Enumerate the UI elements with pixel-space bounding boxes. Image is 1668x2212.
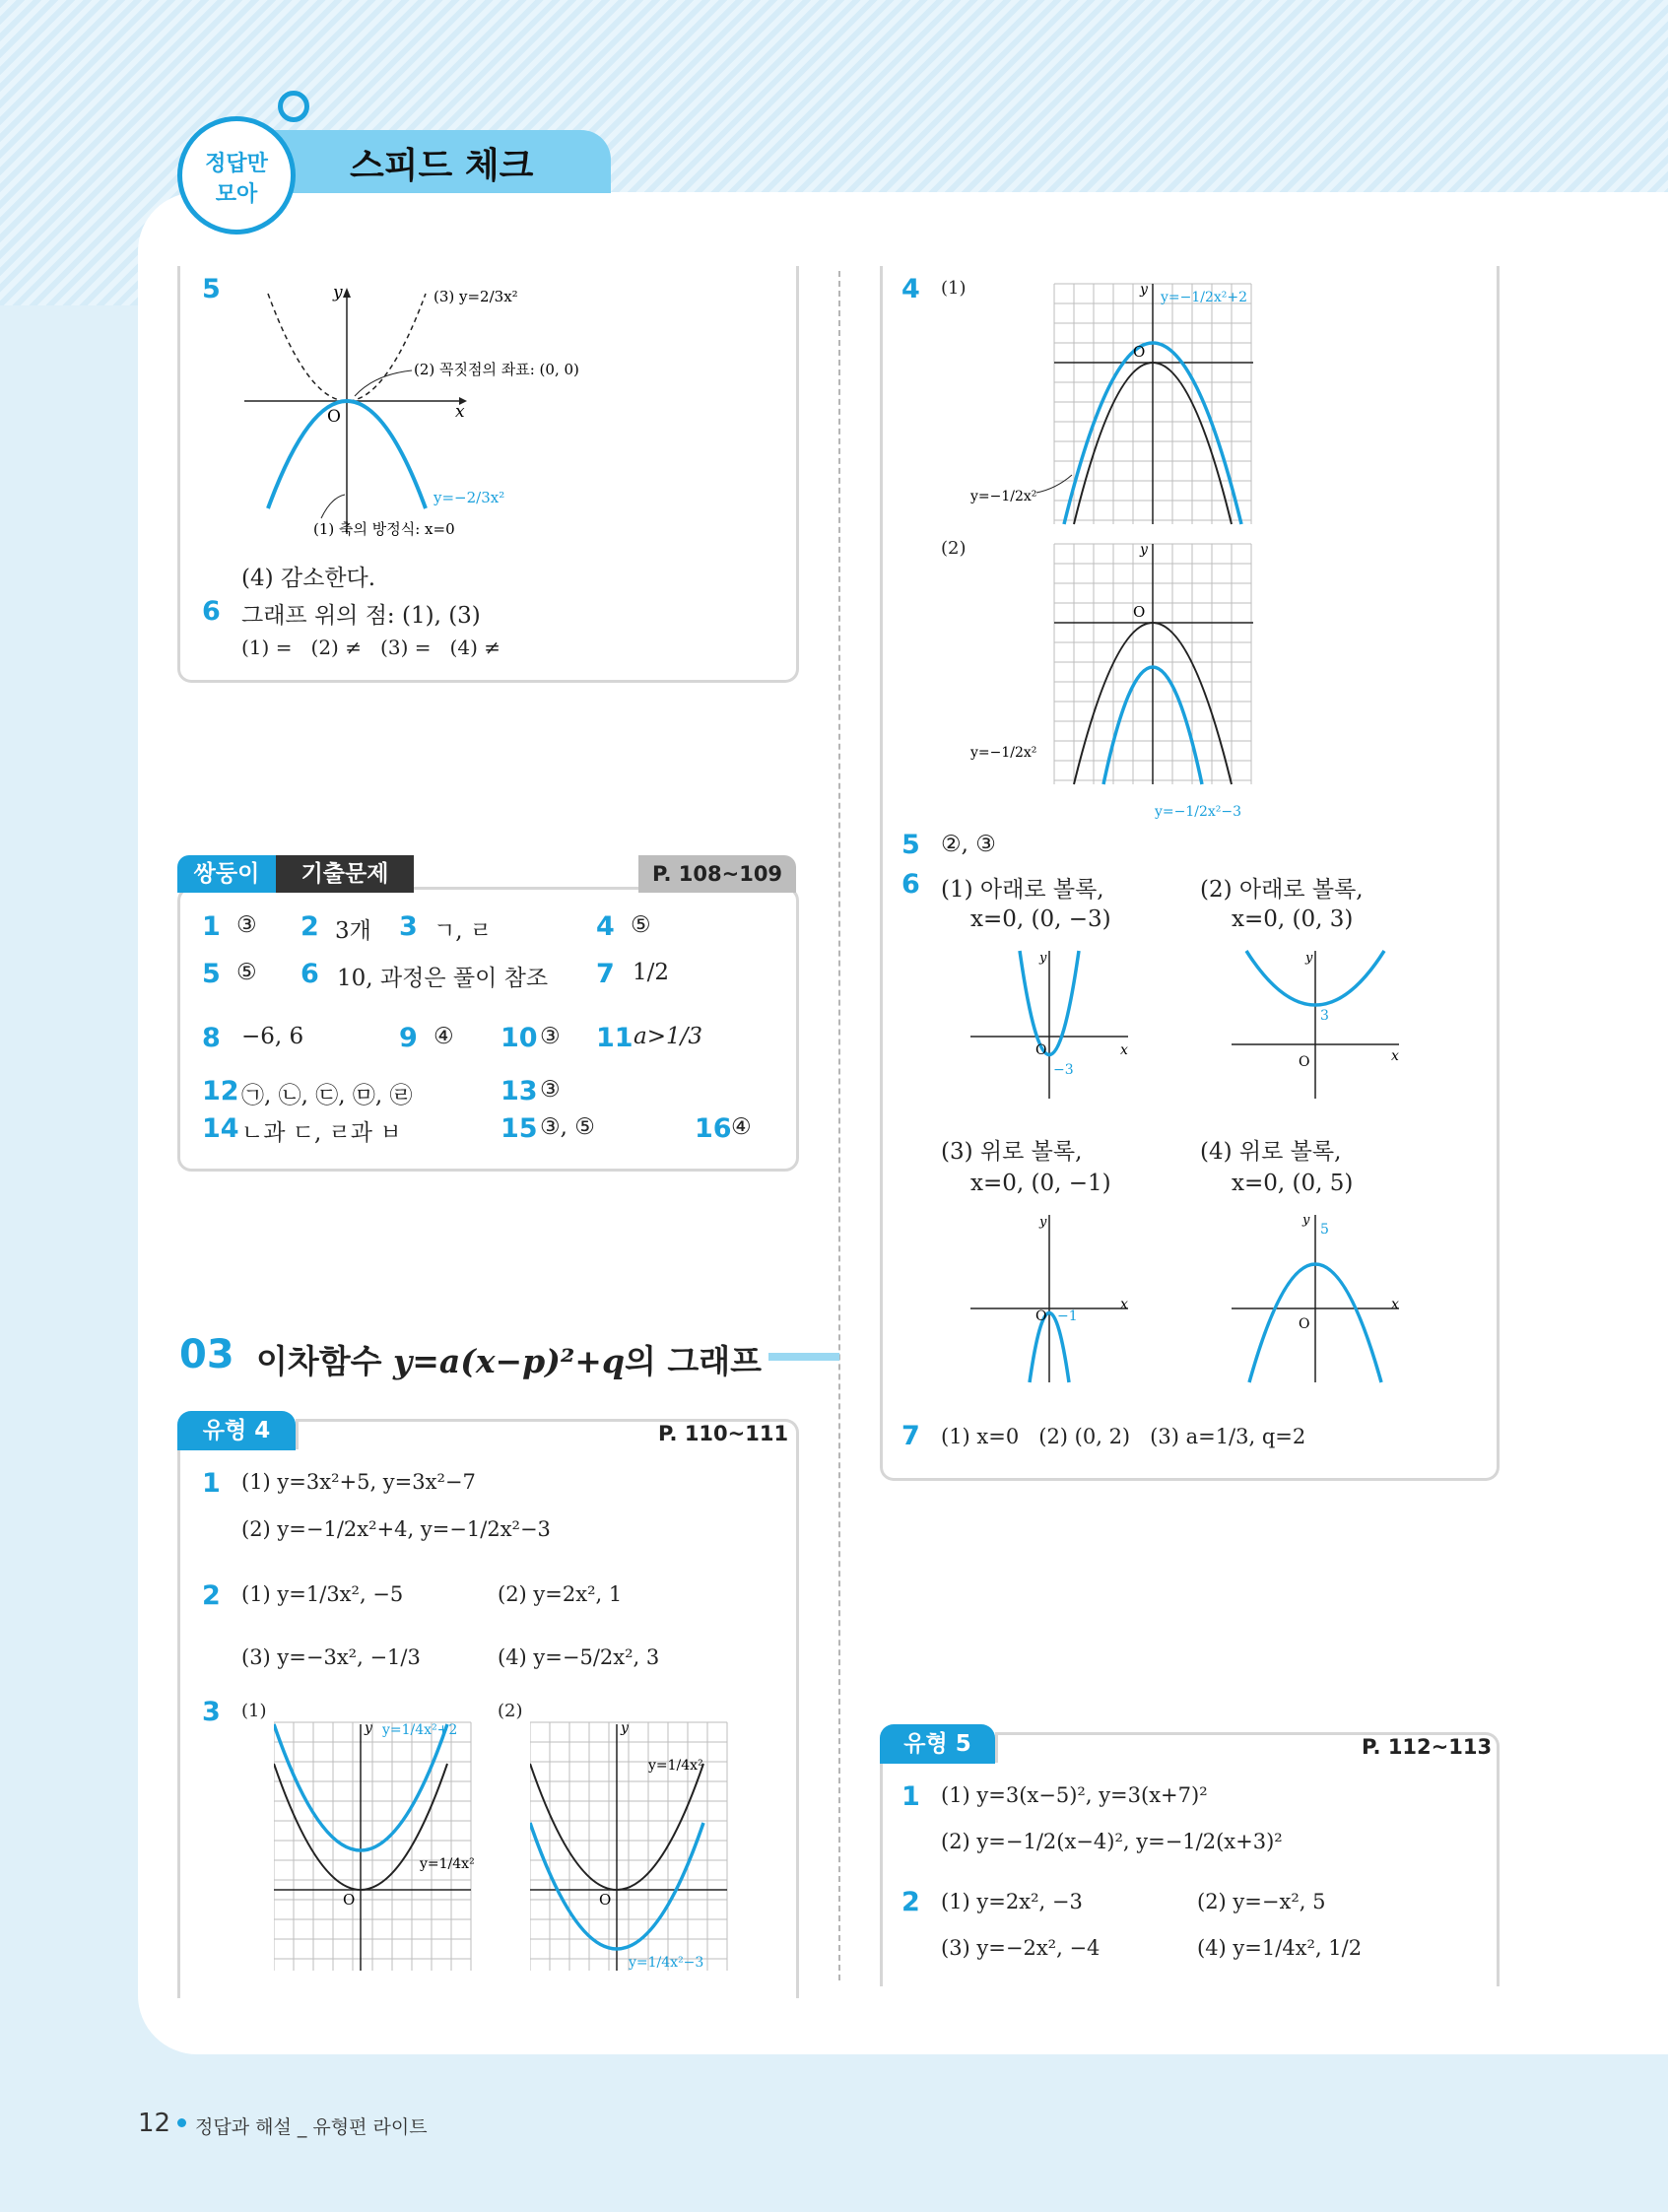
gq64-o: O (1299, 1316, 1310, 1332)
twin-n5: 5 (202, 959, 221, 989)
twin-n12: 12 (202, 1076, 239, 1106)
type5-q2-a4: (4) y=1/4x², 1/2 (1197, 1936, 1363, 1960)
twin-a14: ㄴ과 ㄷ, ㄹ과 ㅂ (241, 1120, 402, 1146)
twin-a5: ⑤ (236, 960, 257, 985)
graph-q4-1 (966, 278, 1281, 526)
g42-black-label: y=1/4x² (648, 1758, 703, 1774)
graph-type4-1 (274, 1712, 481, 1978)
q5-number: 5 (202, 274, 221, 304)
graph-q6-1 (970, 946, 1138, 1104)
twin-n2: 2 (300, 911, 319, 942)
r-q6-a4-l1: (4) 위로 볼록, (1200, 1139, 1342, 1165)
twin-tab-dark: 기출문제 (276, 855, 414, 893)
gq42-o: O (1133, 603, 1146, 621)
gq64-x: x (1391, 1297, 1399, 1312)
type5-pages: P. 112~113 (1362, 1735, 1493, 1759)
twin-n14: 14 (202, 1113, 239, 1144)
graph-q5 (236, 276, 591, 542)
twin-n9: 9 (399, 1023, 418, 1053)
twin-n3: 3 (399, 911, 418, 942)
r-q6-a3-l2: x=0, (0, −1) (970, 1171, 1111, 1196)
type4-q3-p2: (2) (498, 1701, 523, 1721)
gq62-x: x (1391, 1048, 1399, 1064)
badge (177, 116, 296, 235)
gq61-o: O (1035, 1042, 1047, 1058)
r-q6-a1-l1: (1) 아래로 볼록, (941, 877, 1104, 903)
r-q7-number: 7 (901, 1421, 920, 1451)
gq42-y: y (1140, 542, 1148, 558)
twin-a8: −6, 6 (241, 1024, 304, 1049)
graph-q5-x-label: x (455, 402, 465, 422)
section-number (179, 1332, 234, 1377)
graph-q5-dashed-label: (3) y=2/3x² (434, 288, 518, 305)
section-number-text: 03 (179, 1332, 234, 1377)
r-q6-number: 6 (901, 869, 920, 900)
q6-sub: (1) = (2) ≠ (3) = (4) ≠ (241, 636, 500, 659)
g42-blue-label: y=1/4x²−3 (629, 1955, 704, 1971)
graph-q5-y-label: y (333, 283, 343, 302)
gq64-vertex: 5 (1320, 1222, 1329, 1238)
gq62-o: O (1299, 1054, 1310, 1070)
type5-q2-a2: (2) y=−x², 5 (1197, 1890, 1326, 1913)
r-q6-a1-l2: x=0, (0, −3) (970, 906, 1111, 932)
type4-q2-number: 2 (202, 1580, 221, 1611)
footer-text: 정답과 해설 _ 유형편 라이트 (195, 2116, 428, 2138)
g41-blue-label: y=1/4x²+2 (382, 1722, 458, 1738)
type4-q3-number: 3 (202, 1697, 221, 1727)
twin-a13: ③ (540, 1077, 561, 1103)
gq62-vertex: 3 (1320, 1008, 1329, 1024)
g41-y: y (365, 1720, 372, 1736)
twin-n4: 4 (596, 911, 615, 942)
twin-a6: 10, 과정은 풀이 참조 (337, 966, 549, 991)
gq63-o: O (1035, 1308, 1047, 1324)
type5-q1-line2: (2) y=−1/2(x−4)², y=−1/2(x+3)² (941, 1830, 1283, 1853)
twin-n10: 10 (500, 1023, 538, 1053)
gq41-black-label: y=−1/2x² (970, 489, 1037, 504)
footer-dot (177, 2118, 186, 2127)
twin-n7: 7 (596, 959, 615, 989)
r-q4-p2: (2) (941, 538, 967, 559)
section-title-tail: 의 그래프 (625, 1342, 763, 1380)
twin-n13: 13 (500, 1076, 538, 1106)
graph-q6-3 (970, 1210, 1138, 1387)
twin-a16: ④ (731, 1114, 752, 1140)
section-title-formula: y=a(x−p)²+q (393, 1342, 626, 1380)
type4-pages: P. 110~111 (658, 1422, 789, 1445)
r-q5-number: 5 (901, 830, 920, 860)
gq61-vertex: −3 (1053, 1062, 1074, 1078)
gq61-y: y (1039, 951, 1047, 966)
twin-a12: ㉠, ㉡, ㉢, ㉤, ㉣ (241, 1083, 413, 1108)
type4-q1-line2: (2) y=−1/2x²+4, y=−1/2x²−3 (241, 1517, 551, 1541)
twin-pages: P. 108~109 (638, 855, 796, 893)
twin-a9: ④ (434, 1024, 454, 1049)
type5-q1-number: 1 (901, 1781, 920, 1812)
gq63-vertex: −1 (1057, 1308, 1078, 1324)
type5-q2-a1: (1) y=2x², −3 (941, 1890, 1083, 1913)
graph-q6-4 (1232, 1210, 1409, 1387)
gq62-y: y (1305, 951, 1313, 966)
graph-q5-origin: O (327, 407, 341, 427)
type5-tab: 유형 5 (880, 1724, 995, 1764)
twin-tab-blue: 쌍둥이 (177, 855, 276, 893)
graph-q5-vertex-label: (2) 꼭짓점의 좌표: (0, 0) (414, 361, 579, 378)
twin-a4: ⑤ (631, 912, 651, 938)
type4-q1-number: 1 (202, 1468, 221, 1499)
type4-q1-line1: (1) y=3x²+5, y=3x²−7 (241, 1470, 476, 1494)
g41-o: O (343, 1891, 356, 1909)
column-divider (838, 271, 840, 1980)
graph-q5-axis-label: (1) 축의 방정식: x=0 (313, 520, 455, 538)
q5-item4: (4) 감소한다. (241, 566, 376, 591)
twin-a15: ③, ⑤ (540, 1114, 595, 1140)
gq41-blue-label: y=−1/2x²+2 (1161, 290, 1248, 305)
type5-q2-a3: (3) y=−2x², −4 (941, 1936, 1101, 1960)
swirl-icon (278, 91, 309, 122)
gq42-blue-label: y=−1/2x²−3 (1155, 804, 1242, 820)
g41-black-label: y=1/4x² (420, 1856, 475, 1872)
type4-q2-a3: (3) y=−3x², −1/3 (241, 1645, 421, 1669)
twin-n15: 15 (500, 1113, 538, 1144)
section-title-text: 이차함수 (256, 1342, 394, 1380)
r-q6-a3-l1: (3) 위로 볼록, (941, 1139, 1083, 1165)
graph-q4-2 (966, 538, 1281, 824)
graph-q5-blue-label: y=−2/3x² (434, 489, 505, 506)
gq63-y: y (1039, 1215, 1047, 1230)
twin-a1: ③ (236, 912, 257, 938)
type5-q2-number: 2 (901, 1887, 920, 1917)
type4-q2-a4: (4) y=−5/2x², 3 (498, 1645, 660, 1669)
gq41-o: O (1133, 343, 1146, 361)
q6-main: 그래프 위의 점: (1), (3) (241, 603, 481, 629)
twin-a2: 3개 (335, 918, 371, 944)
gq61-x: x (1120, 1042, 1128, 1058)
badge-line1: 정답만 (205, 152, 268, 176)
twin-a7: 1/2 (633, 960, 670, 985)
section-title (256, 1336, 762, 1382)
twin-n16: 16 (695, 1113, 732, 1144)
page-title: 스피드 체크 (350, 146, 534, 186)
type5-q1-line1: (1) y=3(x−5)², y=3(x+7)² (941, 1783, 1208, 1807)
r-q7-answer: (1) x=0 (2) (0, 2) (3) a=1/3, q=2 (941, 1425, 1306, 1448)
gq42-black-label: y=−1/2x² (970, 745, 1037, 761)
type4-tab: 유형 4 (177, 1411, 296, 1450)
twin-n6: 6 (300, 959, 319, 989)
gq41-y: y (1140, 282, 1148, 298)
r-q4-number: 4 (901, 274, 920, 304)
g42-y: y (621, 1720, 629, 1736)
q6-number: 6 (202, 596, 221, 627)
r-q4-p1: (1) (941, 278, 967, 299)
r-q6-a2-l2: x=0, (0, 3) (1232, 906, 1354, 932)
twin-a11: a>1/3 (634, 1024, 702, 1049)
r-q6-a4-l2: x=0, (0, 5) (1232, 1171, 1354, 1196)
gq63-x: x (1120, 1297, 1128, 1312)
footer-page-number: 12 (138, 2109, 171, 2138)
twin-n11: 11 (596, 1023, 634, 1053)
graph-q6-2 (1232, 946, 1409, 1104)
badge-line2: 모아 (215, 182, 258, 207)
twin-a10: ③ (540, 1024, 561, 1049)
r-q5-answer: ②, ③ (941, 832, 996, 857)
twin-n8: 8 (202, 1023, 221, 1053)
type4-q3-p1: (1) (241, 1701, 267, 1721)
r-q6-a2-l1: (2) 아래로 볼록, (1200, 877, 1364, 903)
twin-a3: ㄱ, ㄹ (434, 918, 493, 944)
type4-q2-a2: (2) y=2x², 1 (498, 1582, 623, 1606)
type4-q2-a1: (1) y=1/3x², −5 (241, 1582, 404, 1606)
graph-type4-2 (530, 1712, 737, 1978)
twin-n1: 1 (202, 911, 221, 942)
g42-o: O (599, 1891, 612, 1909)
section-underline (768, 1353, 839, 1361)
gq64-y: y (1302, 1213, 1310, 1228)
